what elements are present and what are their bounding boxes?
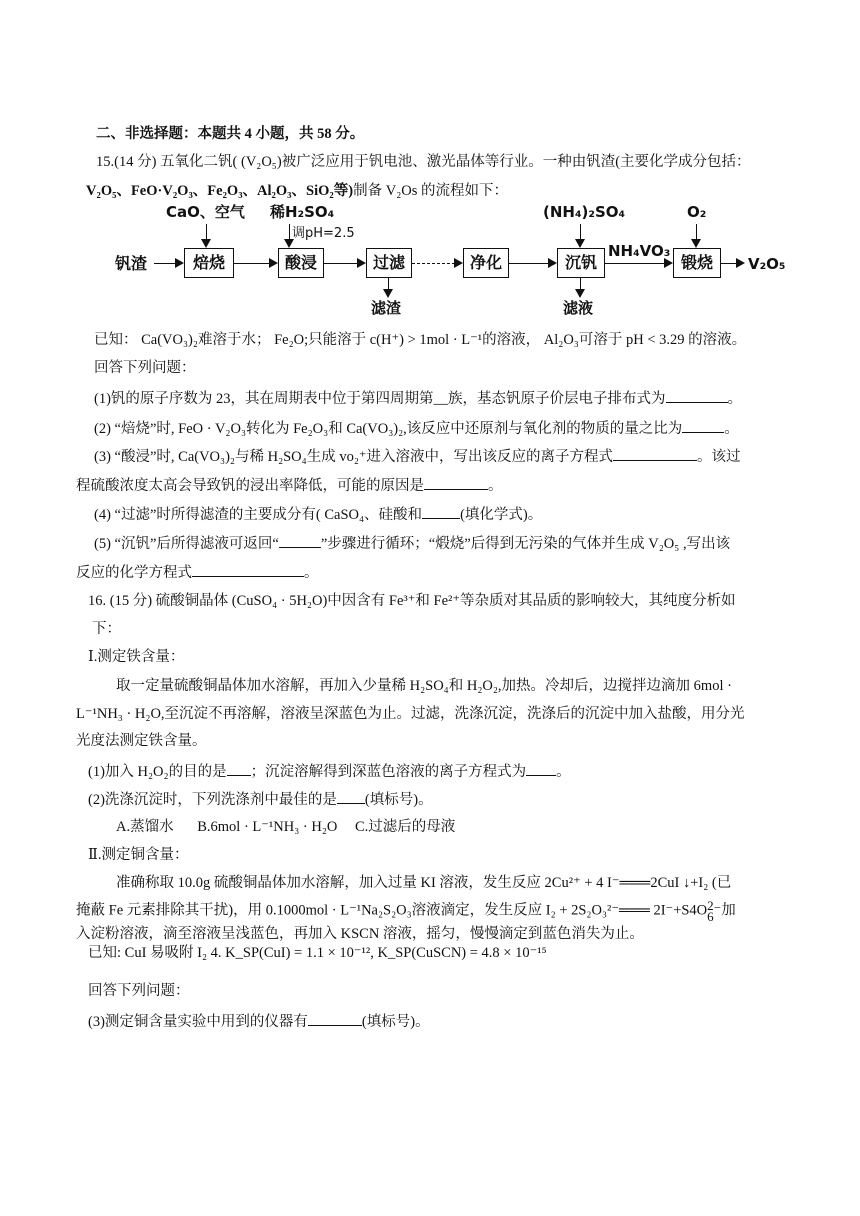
q16-part1-text-1: 取一定量硫酸铜晶体加水溶解，再加入少量稀 H₂SO₄和 H₂O₂,加热。冷却后，边搅拌边滴加 6mol · bbox=[116, 678, 732, 694]
arrow-down-icon bbox=[201, 239, 211, 248]
arrow-down-icon bbox=[691, 239, 701, 248]
q15-question-4: (4) “过滤”时所得滤渣的主要成分有( CaSO₄、硅酸和 (填化学式)。 bbox=[94, 504, 542, 525]
q15-intro-line1: 15.(14 分) 五氧化二钒( (V₂O₅)被广泛应用于钒电池、激光晶体等行业。一种由钒渣(主要化学成分包括： bbox=[96, 154, 751, 170]
answer-blank bbox=[192, 562, 304, 577]
q15-raw-materials: V₂O₅、FeO·V₂O₃、Fe₂O₃、Al₂O₃、SiO₂等) bbox=[86, 183, 354, 199]
q15-question-3: (3) “酸浸”时, Ca(VO₃)₂与稀 H₂SO₄生成 vo₂⁺进入溶液中，写出该反应的离子方程式 。该过 bbox=[94, 446, 741, 467]
q16-part2-text-1: 准确称取 10.0g 硫酸铜晶体加水溶解，加入过量 KI 溶液，发生反应 2Cu²⁺ + 4 I⁻═══2CuI ↓+I₂ (已 bbox=[116, 875, 732, 891]
arrow-right-icon bbox=[357, 258, 366, 268]
q15-question-2: (2) “焙烧”时, FeO · V₂O₃转化为 Fe₂O₃和 Ca(VO₃)₂,该反应中还原剂与氧化剂的物质的量之比为 。 bbox=[94, 418, 739, 439]
flow-label-nh4vo3: NH₄VO₃ bbox=[608, 242, 671, 260]
q15-question-1: (1)钒的原子序数为 23，其在周期表中位于第四周期第__族，基态钒原子价层电子排布式为 。 bbox=[94, 388, 742, 409]
section-heading: 二、非选择题：本题共 4 小题，共 58 分。 bbox=[96, 126, 365, 142]
flow-box-filter: 过滤 bbox=[366, 248, 412, 278]
q16-part2-text-3: 入淀粉溶液，滴至溶液呈浅蓝色，再加入 KSCN 溶液，摇匀，慢慢滴定到蓝色消失为止。 bbox=[76, 926, 644, 942]
arrow-right-icon bbox=[175, 258, 184, 268]
q16-question-3: (3)测定铜含量实验中用到的仪器有 (填标号)。 bbox=[88, 1011, 430, 1032]
flow-input-ammonium-sulfate: (NH₄)₂SO₄ bbox=[543, 203, 626, 221]
arrow-right-icon bbox=[548, 258, 557, 268]
q16-options bbox=[116, 817, 455, 837]
answer-blank bbox=[666, 388, 728, 403]
q15-question-3-cont: 程硫酸浓度太高会导致钒的浸出率降低，可能的原因是 。 bbox=[76, 475, 503, 496]
flow-box-precipitate: 沉钒 bbox=[557, 248, 605, 278]
arrow-down-icon bbox=[284, 239, 294, 248]
answer-blank bbox=[424, 475, 488, 490]
answer-blank bbox=[422, 504, 460, 519]
flow-input-roast: CaO、空气 bbox=[166, 203, 245, 221]
answer-blank bbox=[613, 446, 697, 461]
q15-question-5: (5) “沉钒”后所得滤液可返回“ ”步骤进行循环；“煅烧”后得到无污染的气体并生成 V₂O₅ ,写出该 bbox=[94, 533, 730, 554]
flow-box-calcine: 锻烧 bbox=[673, 248, 721, 278]
flow-box-roast: 焙烧 bbox=[184, 248, 234, 278]
q15-known: 已知： Ca(VO₃)₂难溶于水； Fe₂O;只能溶于 c(H⁺) > 1mol · L⁻¹的溶液， Al₂O₃可溶于 pH < 3.29 的溶液。 bbox=[94, 332, 747, 348]
flow-start-label: 钒渣 bbox=[115, 254, 148, 273]
flow-product: V₂O₅ bbox=[748, 255, 786, 273]
arrow-down-icon bbox=[383, 289, 393, 298]
q15-intro-tail: 制备 V₂Os 的流程如下： bbox=[353, 183, 508, 199]
arrow-down-icon bbox=[575, 289, 585, 298]
flow-input-ph: 调pH=2.5 bbox=[292, 226, 355, 241]
flow-out-residue: 滤渣 bbox=[371, 299, 402, 317]
q16-part1-title: Ⅰ.测定铁含量： bbox=[88, 649, 185, 665]
arrow-right-icon bbox=[736, 258, 745, 268]
flow-out-filtrate: 滤液 bbox=[563, 299, 594, 317]
q15-answer-prompt: 回答下列问题： bbox=[94, 360, 196, 376]
arrow-right-icon bbox=[664, 258, 673, 268]
answer-blank bbox=[682, 418, 724, 433]
option-b: B.6mol · L⁻¹NH₃ · H₂O bbox=[197, 819, 338, 835]
q15-question-5-cont: 反应的化学方程式 。 bbox=[76, 562, 319, 583]
arrow-down-icon bbox=[575, 239, 585, 248]
flow-input-acid: 稀H₂SO₄ bbox=[270, 203, 335, 221]
arrow-right-icon bbox=[454, 258, 463, 268]
q15-intro-line2 bbox=[86, 181, 508, 201]
q16-question-1: (1)加入 H₂O₂的目的是 ；沉淀溶解得到深蓝色溶液的离子方程式为 。 bbox=[88, 761, 571, 782]
q16-intro-line1: 16. (15 分) 硫酸铜晶体 (CuSO₄ · 5H₂O)中因含有 Fe³⁺和 Fe²⁺等杂质对其品质的影响较大，其纯度分析如 bbox=[88, 593, 736, 609]
flow-box-acid-leach: 酸浸 bbox=[278, 248, 324, 278]
q16-part2-title: Ⅱ.测定铜含量： bbox=[88, 847, 189, 863]
option-c: C.过滤后的母液 bbox=[354, 819, 456, 835]
answer-blank bbox=[279, 533, 321, 548]
q16-question-2: (2)洗涤沉淀时，下列洗涤剂中最佳的是 (填标号)。 bbox=[88, 789, 433, 810]
q16-part1-text-2: L⁻¹NH₃ · H₂O,至沉淀不再溶解，溶液呈深蓝色为止。过滤，洗涤沉淀，洗涤后的沉淀中加入盐酸，用分光 bbox=[76, 706, 745, 722]
q16-intro-line2: 下： bbox=[92, 621, 121, 637]
answer-blank bbox=[227, 761, 251, 776]
answer-blank bbox=[308, 1011, 362, 1026]
flow-input-oxygen: O₂ bbox=[687, 203, 707, 221]
q16-part2-text-2: 掩蔽 Fe 元素排除其干扰)，用 0.1000mol · L⁻¹Na₂S₂O₃溶液滴定，发生反应 I₂ + 2S₂O₃²⁻═══ 2I⁻+S4O 2 6 ⁻加 bbox=[76, 898, 736, 924]
q16-part1-text-3: 光度法测定铁含量。 bbox=[76, 733, 207, 749]
answer-blank bbox=[337, 789, 365, 804]
answer-blank bbox=[526, 761, 556, 776]
q16-answer-prompt: 回答下列问题： bbox=[88, 983, 190, 999]
option-a: A.蒸馏水 bbox=[116, 819, 174, 835]
q16-known: 已知: CuI 易吸附 I₂ 4. K_SP(CuI) = 1.1 × 10⁻¹², K_SP(CuSCN) = 4.8 × 10⁻¹⁵ bbox=[88, 945, 547, 961]
arrow-right-icon bbox=[269, 258, 278, 268]
flow-box-purify: 净化 bbox=[463, 248, 509, 278]
